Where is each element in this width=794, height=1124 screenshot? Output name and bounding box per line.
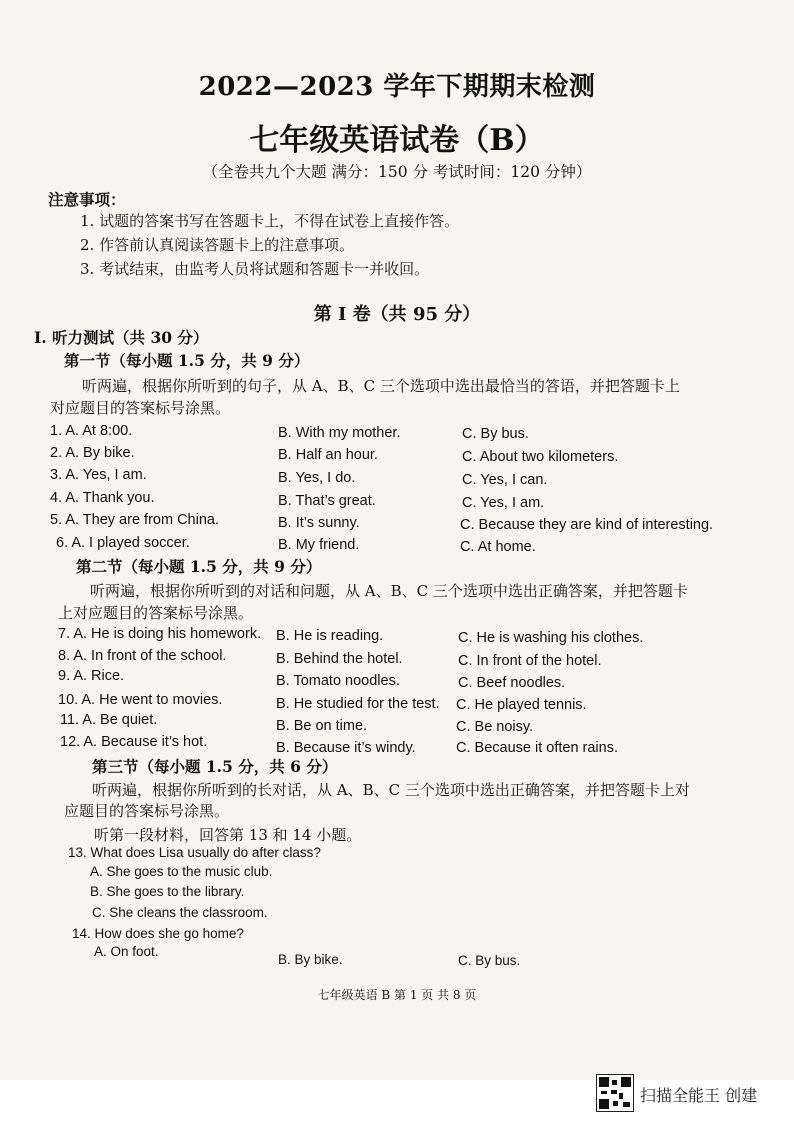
q1-option-a: 1. A. At 8:00.	[50, 423, 133, 439]
q5-option-a: 5. A. They are from China.	[50, 512, 219, 528]
q9-option-c: C. Beef noodles.	[458, 675, 566, 691]
q14-option-b: B. By bike.	[278, 952, 343, 967]
q3-option-b: B. Yes, I do.	[278, 470, 356, 486]
page-footer: 七年级英语 B 第 1 页 共 8 页	[317, 988, 477, 1002]
q2-option-b: B. Half an hour.	[278, 447, 378, 463]
q3-option-c: C. Yes, I can.	[462, 472, 548, 488]
q8-option-c: C. In front of the hotel.	[458, 653, 602, 669]
section2-instruction-cont: 上对应题目的答案标号涂黑。	[58, 604, 254, 622]
q1-option-b: B. With my mother.	[278, 425, 401, 441]
scanner-brand: 扫描全能王 创建	[640, 1086, 758, 1105]
notice-item: 3. 考试结束，由监考人员将试题和答题卡一并收回。	[80, 260, 430, 278]
section1-instruction-cont: 对应题目的答案标号涂黑。	[50, 399, 231, 417]
q12-option-c: C. Because it often rains.	[456, 740, 618, 756]
q7-option-c: C. He is washing his clothes.	[458, 630, 644, 646]
q14-stem: 14. How does she go home?	[72, 926, 244, 941]
q2-option-a: 2. A. By bike.	[50, 445, 135, 461]
q13-option-b: B. She goes to the library.	[90, 884, 245, 899]
q11-option-a: 11. A. Be quiet.	[60, 712, 158, 728]
q12-option-b: B. Because it’s windy.	[276, 740, 416, 756]
q7-option-b: B. He is reading.	[276, 628, 384, 644]
q1-option-c: C. By bus.	[462, 426, 529, 442]
section3-heading: 第三节（每小题 1.5 分，共 6 分）	[92, 757, 338, 776]
section1-instruction: 听两遍，根据你所听到的句子，从 A、B、C 三个选项中选出最恰当的答语，并把答题卡上	[82, 377, 680, 395]
q6-option-a: 6. A. I played soccer.	[56, 535, 190, 551]
q13-stem: 13. What does Lisa usually do after class?	[68, 845, 321, 860]
q8-option-a: 8. A. In front of the school.	[58, 648, 227, 664]
q14-option-a: A. On foot.	[94, 944, 159, 959]
section1-heading: 第一节（每小题 1.5 分，共 9 分）	[64, 351, 310, 370]
notice-item: 2. 作答前认真阅读答题卡上的注意事项。	[80, 236, 355, 254]
q7-option-a: 7. A. He is doing his homework.	[58, 626, 262, 642]
q10-option-b: B. He studied for the test.	[276, 696, 440, 712]
q13-option-c: C. She cleans the classroom.	[92, 905, 268, 920]
q8-option-b: B. Behind the hotel.	[276, 651, 403, 667]
q4-option-c: C. Yes, I am.	[462, 495, 545, 511]
exam-term: 2022—2023 学年下期期末检测	[198, 72, 596, 102]
notice-heading: 注意事项：	[48, 190, 126, 209]
section3-instruction-cont: 应题目的答案标号涂黑。	[64, 802, 230, 820]
q14-option-c: C. By bus.	[458, 953, 521, 968]
exam-title: 七年级英语试卷（B）	[249, 123, 545, 158]
q11-option-b: B. Be on time.	[276, 718, 368, 734]
q9-option-b: B. Tomato noodles.	[276, 673, 400, 689]
qr-code-icon	[596, 1074, 634, 1112]
q10-option-c: C. He played tennis.	[456, 697, 587, 713]
section3-material-note: 听第一段材料，回答第 13 和 14 小题。	[94, 826, 362, 844]
q4-option-a: 4. A. Thank you.	[50, 490, 155, 506]
notice-item: 1. 试题的答案书写在答题卡上，不得在试卷上直接作答。	[80, 212, 460, 230]
q5-option-c: C. Because they are kind of interesting.	[460, 517, 714, 533]
q4-option-b: B. That’s great.	[278, 493, 376, 509]
q10-option-a: 10. A. He went to movies.	[58, 692, 223, 708]
section3-instruction: 听两遍，根据你所听到的长对话，从 A、B、C 三个选项中选出正确答案，并把答题卡上对	[92, 781, 690, 799]
q13-option-a: A. She goes to the music club.	[90, 864, 273, 879]
q6-option-c: C. At home.	[460, 539, 536, 555]
q3-option-a: 3. A. Yes, I am.	[50, 467, 147, 483]
q11-option-c: C. Be noisy.	[456, 719, 534, 735]
q9-option-a: 9. A. Rice.	[58, 668, 125, 684]
volume-heading: 第 I 卷（共 95 分）	[313, 304, 481, 325]
section2-instruction: 听两遍，根据你所听到的对话和问题，从 A、B、C 三个选项中选出正确答案，并把答题卡	[90, 582, 688, 600]
section2-heading: 第二节（每小题 1.5 分，共 9 分）	[76, 557, 322, 576]
q2-option-c: C. About two kilometers.	[462, 449, 619, 465]
q5-option-b: B. It’s sunny.	[278, 515, 360, 531]
q6-option-b: B. My friend.	[278, 537, 360, 553]
part1-heading: I. 听力测试（共 30 分）	[34, 328, 209, 347]
q12-option-a: 12. A. Because it’s hot.	[60, 734, 208, 750]
exam-subtitle: （全卷共九个大题 满分：150 分 考试时间：120 分钟）	[202, 163, 592, 181]
